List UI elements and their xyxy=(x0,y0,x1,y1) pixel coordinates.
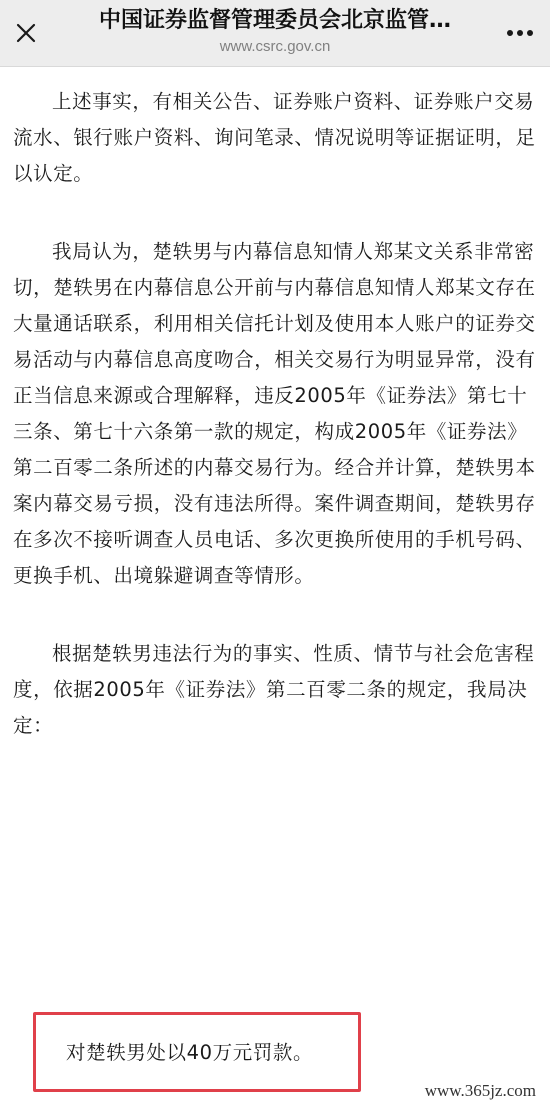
paragraph-basis: 根据楚轶男违法行为的事实、性质、情节与社会危害程度，依据2005年《证券法》第二百零二条的规定，我局决定： xyxy=(13,642,535,737)
more-options-button[interactable] xyxy=(502,17,538,49)
more-options-icon xyxy=(505,28,535,38)
page-url: www.csrc.gov.cn xyxy=(219,38,331,55)
paragraph-evidence: 上述事实，有相关公告、证券账户资料、证券账户交易流水、银行账户资料、询问笔录、情况说明等证据证明，足以认定。 xyxy=(13,90,536,185)
title-area xyxy=(62,7,488,57)
top-navigation-bar xyxy=(0,0,550,67)
watermark: www.365jz.com xyxy=(417,1078,544,1104)
close-icon xyxy=(15,22,37,44)
article-body xyxy=(13,84,540,786)
close-button[interactable] xyxy=(10,17,42,49)
paragraph-findings: 我局认为，楚轶男与内幕信息知情人郑某文关系非常密切，楚轶男在内幕信息公开前与内幕信息知情人郑某文存在大量通话联系，利用相关信托计划及使用本人账户的证券交易活动与内幕信息高度吻合，相关交易行为明显异常，没有正当信息来源或合理解释，违反2005年《证券法》第七十三条、第七十六条第一款的规定，构成2005年《证券法》第二百零二条所述的内幕交易行为。经合并计算，楚轶男本案内幕交易亏损，没有违法所得。案件调查期间，楚轶男存在多次不接听调查人员电话、多次更换所使用的手机号码、更换手机、出境躲避调查等情形。 xyxy=(13,240,536,587)
page-title: 中国证券监督管理委员会北京监管… xyxy=(98,8,451,33)
decision-text: 对楚轶男处以40万元罚款。 xyxy=(66,1041,314,1064)
